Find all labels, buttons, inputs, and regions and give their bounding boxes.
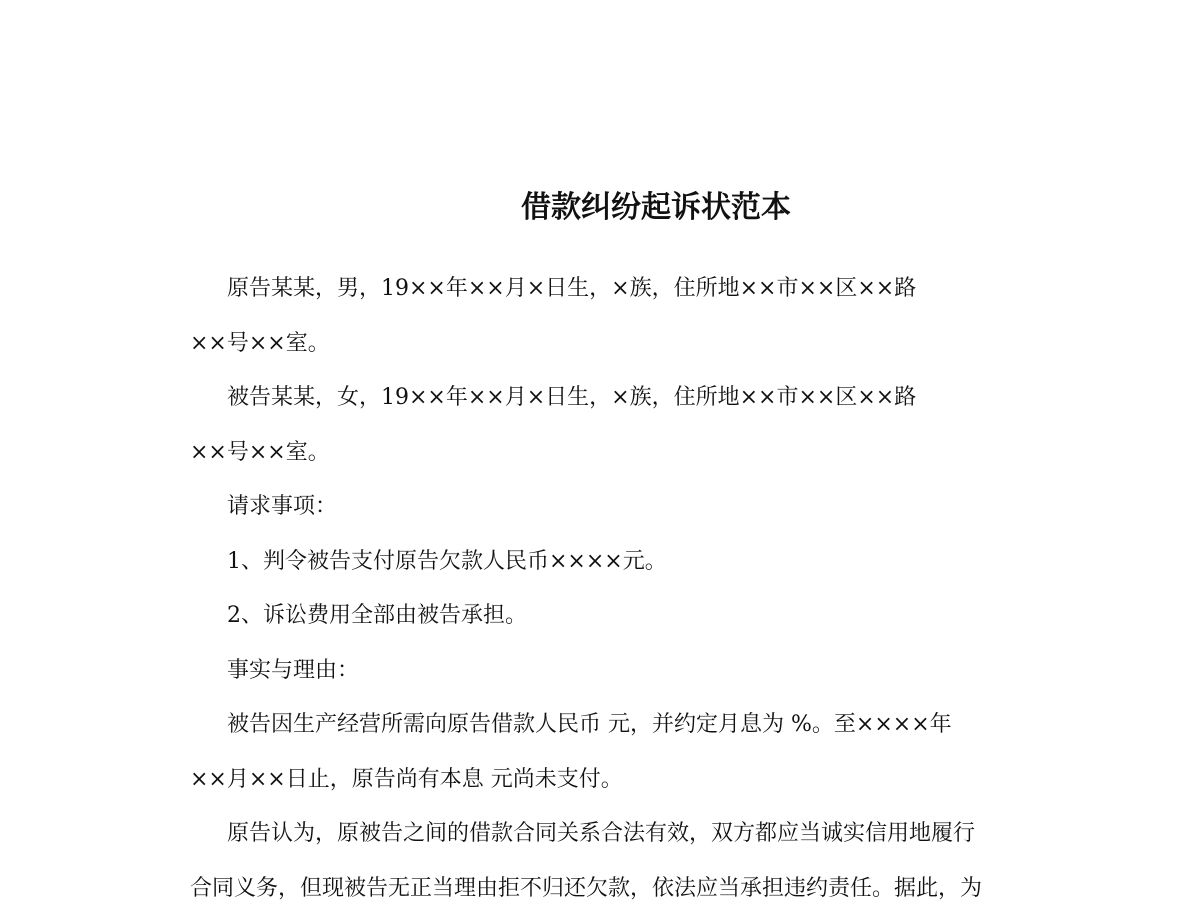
- request-item: 2、诉讼费用全部由被告承担。: [227, 603, 527, 628]
- text-line: 被告因生产经营所需向原告借款人民币 元，并约定月息为 %。至××××年: [227, 712, 952, 737]
- text-line: ××号××室。: [190, 439, 330, 465]
- section-heading-requests: 请求事项：: [227, 494, 338, 519]
- document-body: [190, 267, 1090, 900]
- text-line: 合同义务，但现被告无正当理由拒不归还欠款，依法应当承担违约责任。据此，为: [190, 875, 983, 900]
- text-line: ××月××日止，原告尚有本息 元尚未支付。: [190, 766, 623, 792]
- text-line: 原告某某，男，19××年××月×日生，×族，住所地××市××区××路: [227, 276, 917, 301]
- request-item: 1、判令被告支付原告欠款人民币××××元。: [227, 548, 667, 574]
- text-line: 原告认为，原被告之间的借款合同关系合法有效，双方都应当诚实信用地履行: [227, 821, 976, 846]
- document-title: 借款纠纷起诉状范本: [521, 190, 791, 225]
- section-heading-facts: 事实与理由：: [227, 657, 360, 683]
- text-line: ××号××室。: [190, 330, 330, 356]
- text-line: 被告某某，女，19××年××月×日生，×族，住所地××市××区××路: [227, 385, 917, 410]
